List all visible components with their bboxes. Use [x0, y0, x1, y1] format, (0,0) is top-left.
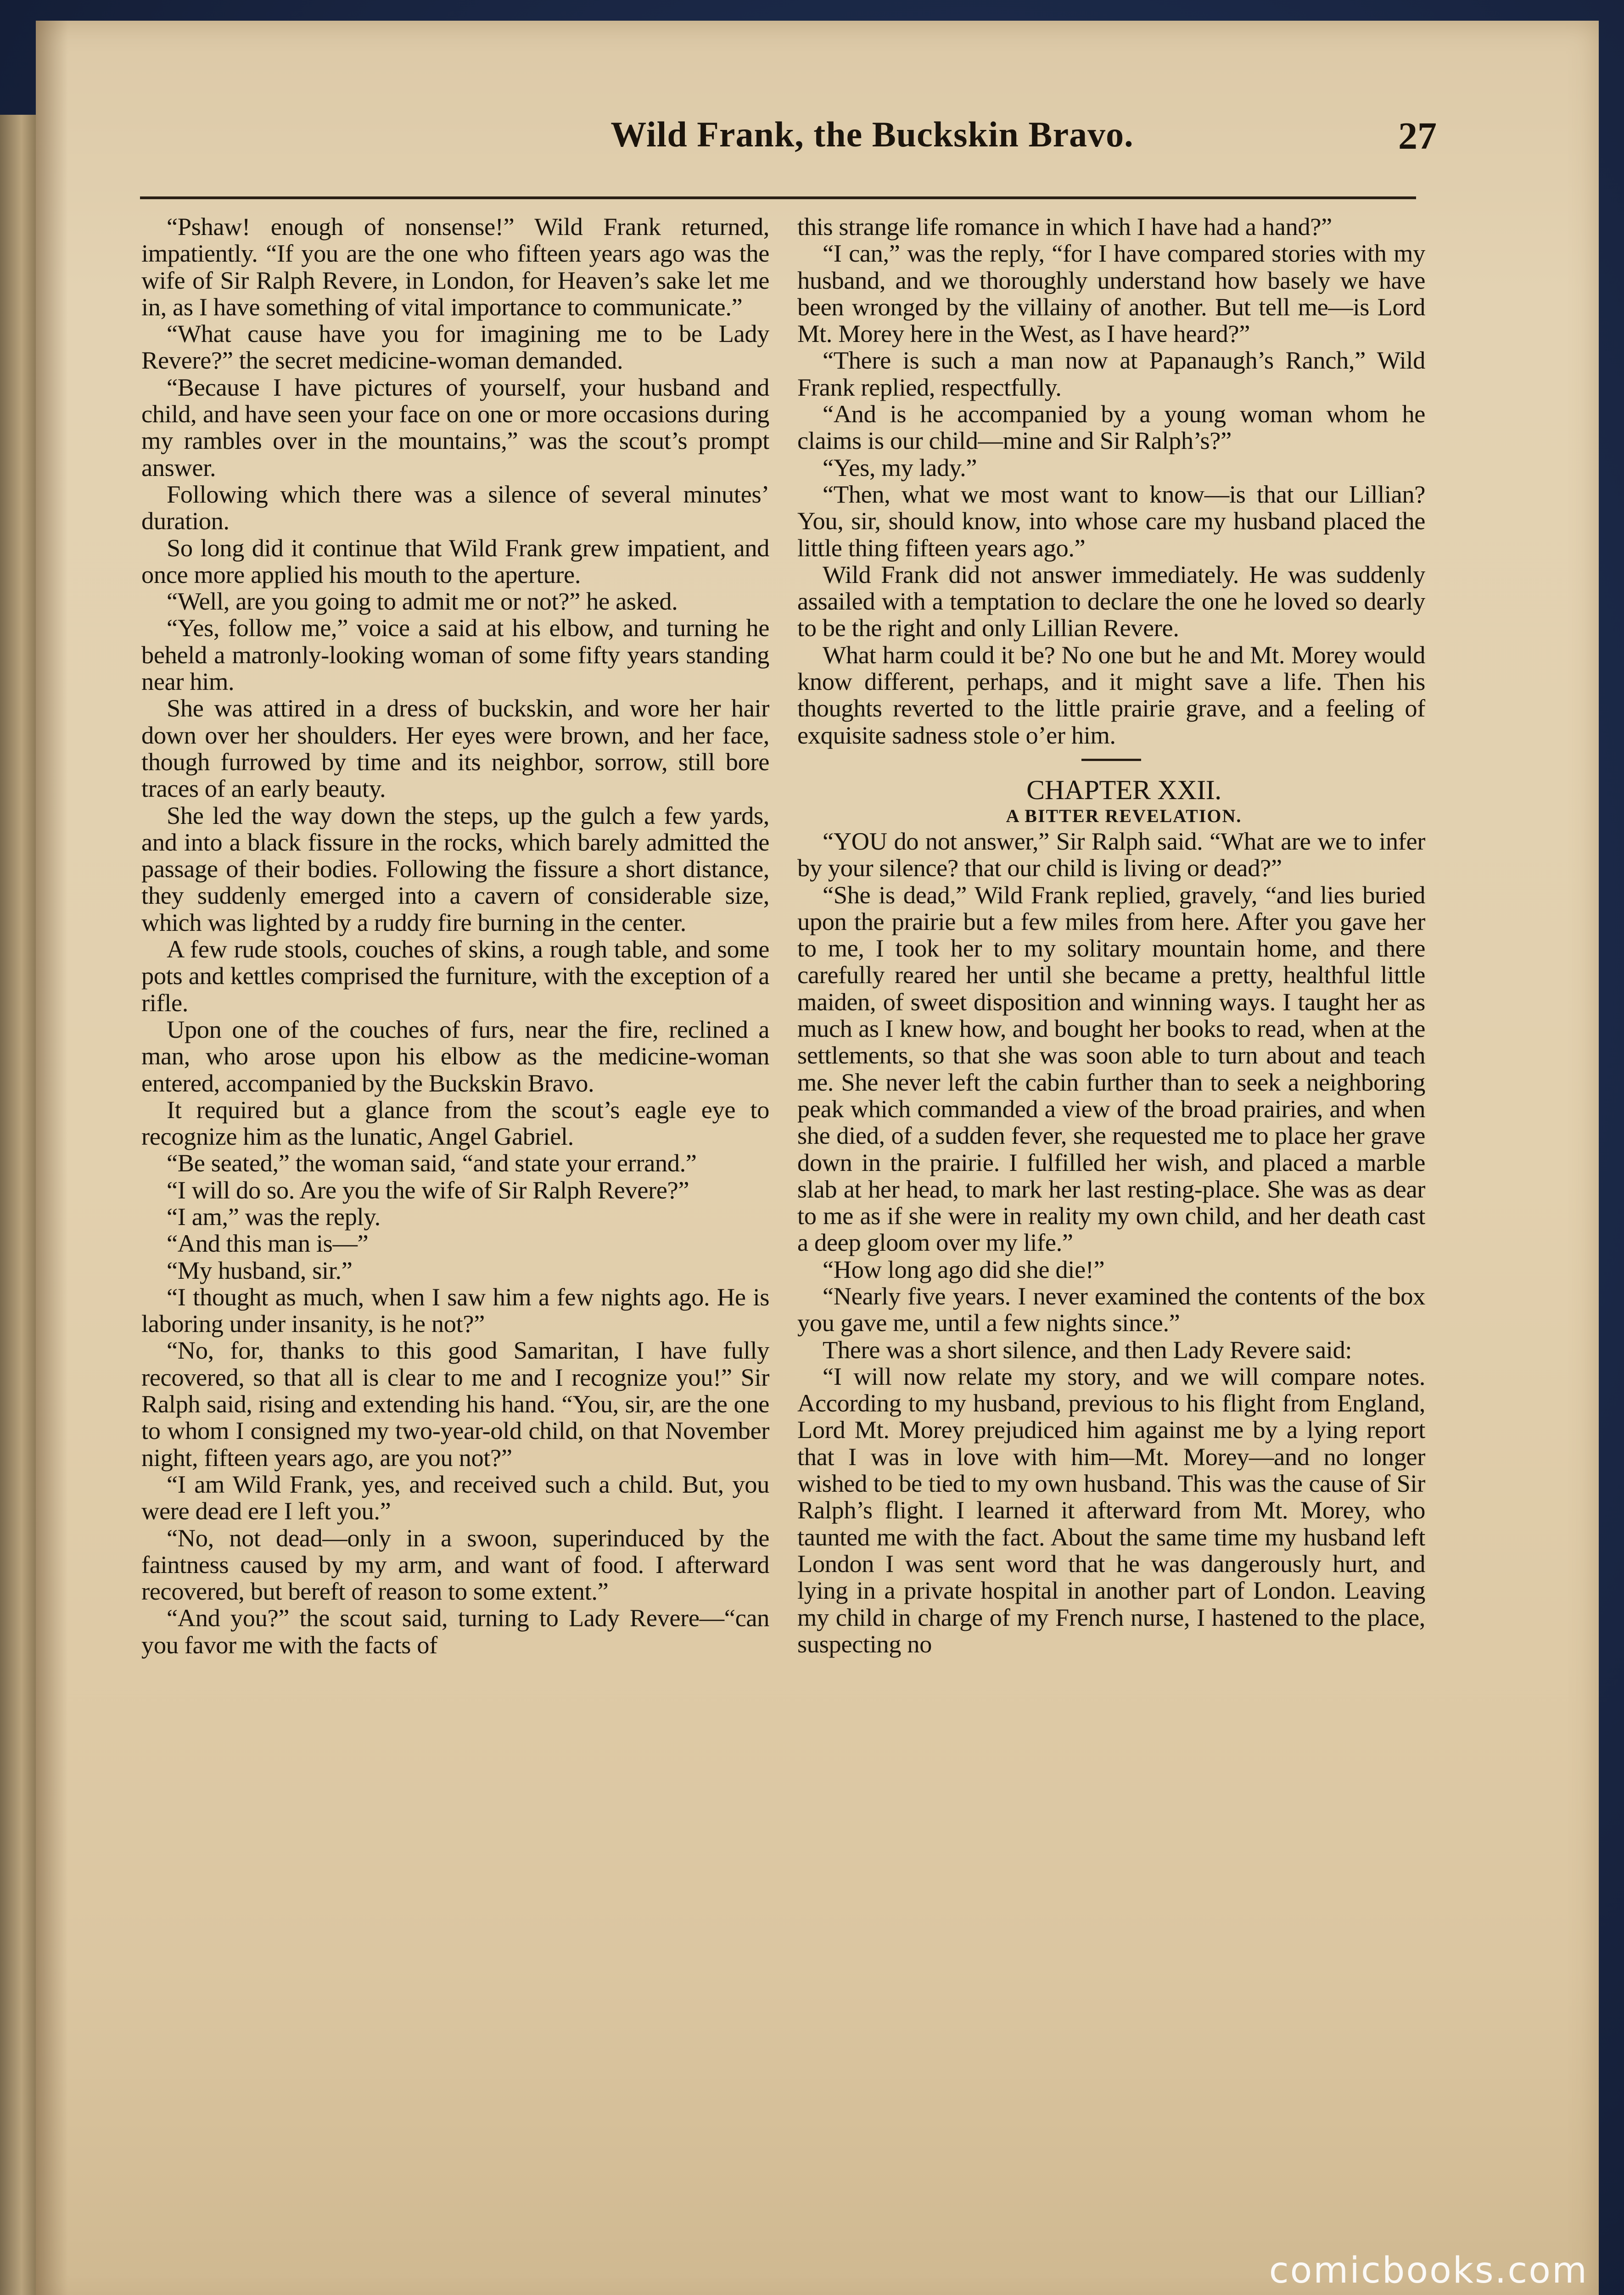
paragraph: “I thought as much, when I saw him a few nights ago. He is laboring under insanity, is he not?”	[141, 1282, 769, 1338]
paragraph: “Well, are you going to admit me or not?” he asked.	[167, 587, 678, 616]
paragraph: “Yes, my lady.”	[823, 453, 977, 481]
left-column	[141, 213, 769, 2127]
paragraph: “And this man is—”	[167, 1229, 369, 1258]
paragraph: So long did it continue that Wild Frank grew impatient, and once more applied his mouth to the aperture.	[141, 533, 769, 588]
paragraph: There was a short silence, and then Lady Revere said:	[823, 1335, 1352, 1364]
header-rule	[140, 196, 1416, 199]
paragraph: “I can,” was the reply, “for I have compared stories with my husband, and we thoroughly understand how basely we have been wronged by the villainy of another. But tell me—is Lord Mt. Morey here in the West, as I have heard?”	[797, 239, 1425, 348]
watermark-text: comicbooks.com	[1269, 2250, 1588, 2291]
paragraph: “There is such a man now at Papanaugh’s Ranch,” Wild Frank replied, respectfully.	[797, 346, 1425, 401]
paragraph: She was attired in a dress of buckskin, and wore her hair down over her shoulders. Her eyes were brown, and her face, though furrowed by time and its neighbor, sorrow, still bore traces of an early beauty.	[141, 694, 769, 803]
paragraph: “I am,” was the reply.	[167, 1202, 381, 1231]
paragraph: “No, for, thanks to this good Samaritan, I have fully recovered, so that all is clear to me and I recognize you!” Sir Ralph said, rising and extending his hand. “You, sir, are the one to whom I consigned my two-year-old child, on that November night, fifteen years ago, are you not?”	[141, 1336, 769, 1472]
paragraph: Wild Frank did not answer immediately. He was suddenly assailed with a temptation to declare the one he loved so dearly to be the right and only Lillian Revere.	[797, 560, 1425, 642]
paragraph: “Because I have pictures of yourself, your husband and child, and have seen your face on one or more occasions during my rambles over in the mountains,” was the scout’s prompt answer.	[141, 373, 769, 481]
paragraph: “Nearly five years. I never examined the contents of the box you gave me, until a few nights since.”	[797, 1282, 1425, 1337]
paragraph: “I will now relate my story, and we will compare notes. According to my husband, previous to his flight from England, Lord Mt. Morey prejudiced him against me by a lying report that I was in love with him—Mt. Morey—and no longer wished to be tied to my own husband. This was the cause of Sir Ralph’s flight. I learned it afterward from Mt. Morey, who taunted me with the fact. About the same time my husband left London I was sent word that he was dangerously hurt, and lying in a private hospital in another part of London. Leaving my child in charge of my French nurse, I hastened to the place, suspecting no	[797, 1362, 1425, 1658]
chapter-subtitle: A BITTER REVELATION.	[1006, 805, 1242, 826]
chapter-title: CHAPTER XXII.	[1026, 774, 1221, 805]
paragraph: “No, not dead—only in a swoon, superinduced by the faintness caused by my arm, and want of food. I afterward recovered, but bereft of reason to some extent.”	[141, 1523, 769, 1606]
paragraph: It required but a glance from the scout’s eagle eye to recognize him as the lunatic, Angel Gabriel.	[141, 1095, 769, 1151]
paragraph: Upon one of the couches of furs, near the fire, reclined a man, who arose upon his elbow as the medicine-woman entered, accompanied by the Buckskin Bravo.	[141, 1015, 769, 1097]
paragraph: “Then, what we most want to know—is that our Lillian? You, sir, should know, into whose care my husband placed the little thing fifteen years ago.”	[797, 480, 1425, 562]
paragraph: “Pshaw! enough of nonsense!” Wild Frank returned, impatiently. “If you are the one who fifteen years ago was the wife of Sir Ralph Revere, in London, for Heaven’s sake let me in, as I have something of vital importance to communicate.”	[141, 213, 769, 321]
paragraph: “And is he accompanied by a young woman whom he claims is our child—mine and Sir Ralph’s?”	[797, 400, 1425, 455]
paragraph: “YOU do not answer,” Sir Ralph said. “What are we to infer by your silence? that our child is living or dead?”	[797, 827, 1425, 882]
paragraph: “I will do so. Are you the wife of Sir Ralph Revere?”	[167, 1175, 689, 1204]
paragraph: this strange life romance in which I have had a hand?”	[797, 213, 1332, 241]
site-watermark	[1198, 2250, 1588, 2291]
paragraph: “My husband, sir.”	[167, 1256, 353, 1284]
paragraph: A few rude stools, couches of skins, a rough table, and some pots and kettles comprised the furniture, with the exception of a rifle.	[141, 935, 769, 1017]
paragraph: “I am Wild Frank, yes, and received such a child. But, you were dead ere I left you.”	[141, 1470, 769, 1525]
right-column	[797, 213, 1425, 2127]
running-head-title: Wild Frank, the Buckskin Bravo.	[610, 114, 1134, 154]
paragraph: Following which there was a silence of several minutes’ duration.	[141, 480, 769, 535]
paragraph: “And you?” the scout said, turning to Lady Revere—“can you favor me with the facts of	[141, 1604, 769, 1659]
paragraph: “Be seated,” the woman said, “and state your errand.”	[167, 1149, 697, 1177]
paragraph: “How long ago did she die!”	[823, 1255, 1105, 1283]
paragraph: What harm could it be? No one but he and Mt. Morey would know different, perhaps, and it might save a life. Then his thoughts reverted to the little prairie grave, and a feeling of exquisite sadness stole o’er him.	[797, 640, 1425, 749]
paragraph: “What cause have you for imagining me to be Lady Revere?” the secret medicine-woman demanded.	[141, 319, 769, 375]
page-number: 27	[1398, 115, 1437, 157]
paragraph: “Yes, follow me,” voice a said at his elbow, and turning he beheld a matronly-looking woman of some fifty years standing near him.	[141, 614, 769, 696]
previous-page-edge	[0, 115, 36, 2295]
paragraph: She led the way down the steps, up the gulch a few yards, and into a black fissure in the rocks, which barely admitted the passage of their bodies. Following the fissure a short distance, they suddenly emerged into a cavern of considerable size, which was lighted by a ruddy fire burning in the center.	[141, 801, 769, 936]
chapter-divider	[1081, 759, 1141, 761]
paragraph: “She is dead,” Wild Frank replied, gravely, “and lies buried upon the prairie but a few miles from here. After you gave her to me, I took her to my solitary mountain home, and there carefully reared her until she became a pretty, healthful little maiden, of sweet disposition and winning ways. I taught her as much as I knew how, and bought her books to read, when at the settlements, so that she was soon able to turn about and teach me. She never left the cabin further than to seek a neighboring peak which commanded a view of the broad prairies, and when she died, of a sudden fever, she requested me to place her grave down in the prairie. I fulfilled her wish, and placed a marble slab at her head, to mark her last resting-place. She was as dear to me as if she were in reality my own child, and her death cast a deep gloom over my life.”	[797, 880, 1425, 1257]
